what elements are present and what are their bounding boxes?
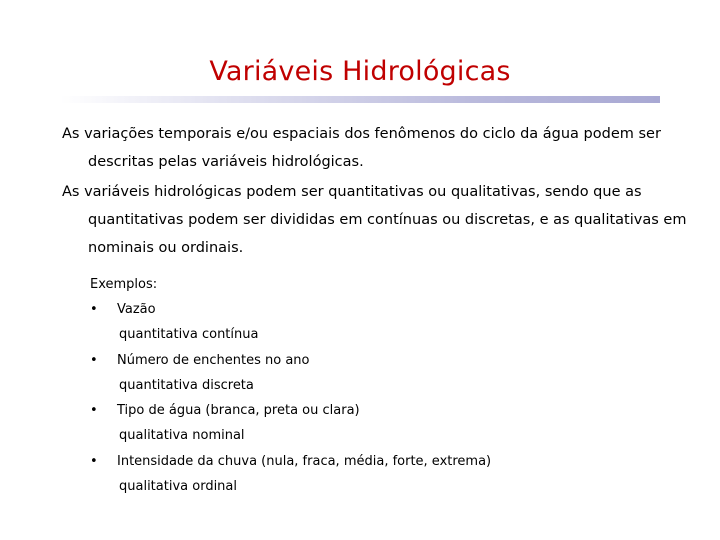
bullet-icon: • <box>90 353 98 368</box>
example-kind: quantitativa contínua <box>119 327 259 342</box>
bullet-icon: • <box>90 454 98 469</box>
paragraph-variable-types <box>62 178 708 262</box>
example-kind: qualitativa nominal <box>119 428 245 443</box>
paragraph-variable-types-text: As variáveis hidrológicas podem ser quantitativas ou qualitativas, sendo que as quantitativas podem ser divididas em contínuas ou discretas, e as qualitativas em nominais ou ordinais. <box>62 184 687 256</box>
example-kind: quantitativa discreta <box>119 378 254 393</box>
example-name: Tipo de água (branca, preta ou clara) <box>117 403 360 418</box>
paragraph-variations <box>62 120 708 176</box>
example-kind: qualitativa ordinal <box>119 479 237 494</box>
example-name: Vazão <box>117 302 156 317</box>
bullet-icon: • <box>90 302 98 317</box>
examples-label: Exemplos: <box>90 277 158 292</box>
title-underline <box>60 96 660 103</box>
slide-title: Variáveis Hidrológicas <box>209 56 511 87</box>
bullet-icon: • <box>90 403 98 418</box>
paragraph-variations-text: As variações temporais e/ou espaciais dos fenômenos do ciclo da água podem ser descritas pelas variáveis hidrológicas. <box>62 126 661 170</box>
example-name: Intensidade da chuva (nula, fraca, média, forte, extrema) <box>117 454 492 469</box>
example-name: Número de enchentes no ano <box>117 353 310 368</box>
